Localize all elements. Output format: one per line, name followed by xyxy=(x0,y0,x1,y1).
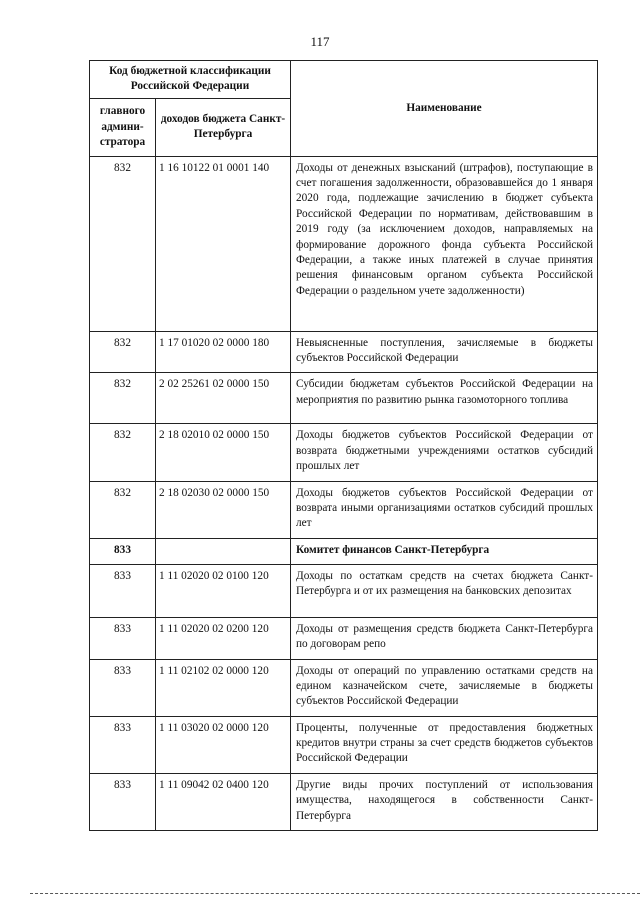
table-row xyxy=(90,617,598,659)
table-row xyxy=(90,373,598,424)
revenue-code-cell: 1 11 02020 02 0200 120 xyxy=(156,617,291,659)
admin-code-cell: 832 xyxy=(90,424,156,481)
header-budget-code-group: Код бюджетной классификации Российской Федерации xyxy=(90,61,291,99)
revenue-code-cell: 1 11 02102 02 0000 120 xyxy=(156,659,291,716)
name-cell: Доходы по остаткам средств на счетах бюджета Санкт-Петербурга и от их размещения на банковских депозитах xyxy=(291,564,598,617)
admin-code-cell: 832 xyxy=(90,156,156,331)
name-cell: Субсидии бюджетам субъектов Российской Федерации на мероприятия по развитию рынка газомоторного топлива xyxy=(291,373,598,424)
name-cell: Проценты, полученные от предоставления бюджетных кредитов внутри страны за счет средств бюджетов субъектов Российской Федерации xyxy=(291,716,598,773)
header-name: Наименование xyxy=(291,61,598,157)
revenue-code-cell: 2 02 25261 02 0000 150 xyxy=(156,373,291,424)
table-row xyxy=(90,773,598,830)
header-chief-administrator: главного админи-стратора xyxy=(90,98,156,156)
admin-code-cell: 832 xyxy=(90,331,156,373)
table-row xyxy=(90,331,598,373)
revenue-code-cell xyxy=(156,538,291,564)
name-cell: Другие виды прочих поступлений от использования имущества, находящегося в собственности Санкт-Петербурга xyxy=(291,773,598,830)
table-row xyxy=(90,481,598,538)
name-cell: Доходы от размещения средств бюджета Санкт-Петербурга по договорам репо xyxy=(291,617,598,659)
name-cell: Доходы бюджетов субъектов Российской Федерации от возврата бюджетными учреждениями остатков субсидий прошлых лет xyxy=(291,424,598,481)
revenue-code-cell: 1 17 01020 02 0000 180 xyxy=(156,331,291,373)
revenue-code-cell: 2 18 02030 02 0000 150 xyxy=(156,481,291,538)
revenue-code-cell: 1 11 09042 02 0400 120 xyxy=(156,773,291,830)
budget-classification-table xyxy=(89,60,598,831)
revenue-code-cell: 1 11 03020 02 0000 120 xyxy=(156,716,291,773)
revenue-code-cell: 1 11 02020 02 0100 120 xyxy=(156,564,291,617)
header-revenue-code: доходов бюджета Санкт-Петербурга xyxy=(156,98,291,156)
name-cell: Комитет финансов Санкт-Петербурга xyxy=(291,538,598,564)
table-body xyxy=(90,156,598,830)
page-number: 117 xyxy=(310,34,330,49)
revenue-code-cell: 1 16 10122 01 0001 140 xyxy=(156,156,291,331)
table-row xyxy=(90,156,598,331)
table-row xyxy=(90,424,598,481)
admin-code-cell: 833 xyxy=(90,538,156,564)
page-bottom-rule xyxy=(30,893,640,894)
section-row xyxy=(90,538,598,564)
name-cell: Доходы от денежных взысканий (штрафов), поступающие в счет погашения задолженности, образовавшейся до 1 января 2020 года, подлежащие зачислению в бюджет субъекта Российской Федерации по нормативам, действовавшим в 2019 году (за исключением доходов, направляемых на формирование дорожного фонда субъекта Российской Федерации, а также иных платежей в случае принятия решения финансовым органом субъекта Российской Федерации о раздельном учете задолженности) xyxy=(291,156,598,331)
admin-code-cell: 833 xyxy=(90,773,156,830)
admin-code-cell: 832 xyxy=(90,481,156,538)
admin-code-cell: 832 xyxy=(90,373,156,424)
name-cell: Невыясненные поступления, зачисляемые в бюджеты субъектов Российской Федерации xyxy=(291,331,598,373)
name-cell: Доходы бюджетов субъектов Российской Федерации от возврата иными организациями остатков субсидий прошлых лет xyxy=(291,481,598,538)
admin-code-cell: 833 xyxy=(90,617,156,659)
header-row-top xyxy=(90,61,598,99)
table-row xyxy=(90,659,598,716)
table-row xyxy=(90,564,598,617)
revenue-code-cell: 2 18 02010 02 0000 150 xyxy=(156,424,291,481)
table-row xyxy=(90,716,598,773)
admin-code-cell: 833 xyxy=(90,716,156,773)
name-cell: Доходы от операций по управлению остатками средств на едином казначейском счете, зачисляемые в бюджеты субъектов Российской Федерации xyxy=(291,659,598,716)
admin-code-cell: 833 xyxy=(90,659,156,716)
admin-code-cell: 833 xyxy=(90,564,156,617)
